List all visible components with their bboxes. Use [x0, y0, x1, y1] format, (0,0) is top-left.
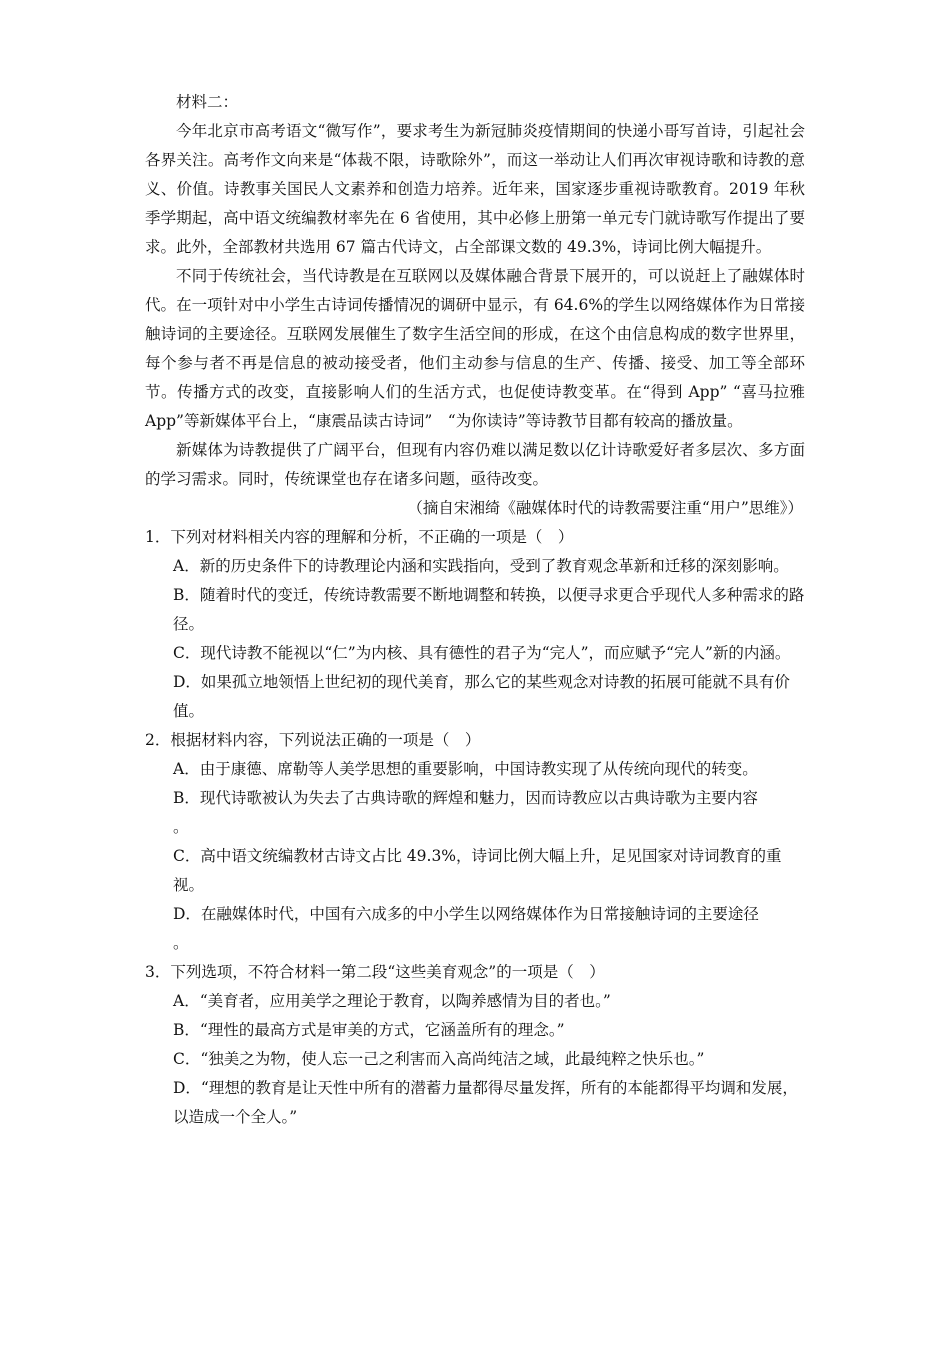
- option-b[interactable]: B．“理性的最高方式是审美的方式，它涵盖所有的理念。”: [173, 1021, 565, 1039]
- option-d[interactable]: D．“理想的教育是让天性中所有的潜蓄力量都得尽量发挥，所有的本能都得平均调和发展，以造成一个全人。”: [173, 1079, 798, 1126]
- material-two: [145, 88, 805, 523]
- trailing-period: 。: [173, 818, 189, 836]
- question-1: [145, 523, 805, 726]
- option-b[interactable]: [145, 784, 805, 842]
- option-c[interactable]: C．高中语文统编教材古诗文占比 49.3%，诗词比例大幅上升，足见国家对诗词教育的重视。: [173, 847, 782, 894]
- question-3: [145, 958, 805, 1132]
- trailing-period: 。: [173, 934, 189, 952]
- material-paragraph: 不同于传统社会，当代诗教是在互联网以及媒体融合背景下展开的，可以说赶上了融媒体时代。在一项针对中小学生古诗词传播情况的调研中显示，有 64.6%的学生以网络媒体作为日常接触诗词的主要途径。互联网发展催生了数字生活空间的形成，在这个由信息构成的数字世界里，每个参与者不再是信息的被动接受者，他们主动参与信息的生产、传播、接受、加工等全部环节。传播方式的改变，直接影响人们的生活方式，也促使诗教变革。在“得到 App” “喜马拉雅 App”等新媒体平台上，“康震品读古诗词” “为你读诗”等诗教节目都有较高的播放量。: [145, 267, 805, 430]
- material-source: （摘自宋湘绮《融媒体时代的诗教需要注重“用户”思维》）: [407, 499, 803, 517]
- option-a[interactable]: A．由于康德、席勒等人美学思想的重要影响，中国诗教实现了从传统向现代的转变。: [173, 760, 758, 778]
- option-d[interactable]: [145, 900, 805, 958]
- exam-page: [145, 88, 805, 1132]
- option-d[interactable]: D．如果孤立地领悟上世纪初的现代美育，那么它的某些观念对诗教的拓展可能就不具有价值。: [173, 673, 790, 720]
- question-stem: 2．根据材料内容，下列说法正确的一项是（ ）: [145, 731, 481, 749]
- option-a[interactable]: A．“美育者，应用美学之理论于教育，以陶养感情为目的者也。”: [173, 992, 611, 1010]
- material-paragraph: 今年北京市高考语文“微写作”，要求考生为新冠肺炎疫情期间的快递小哥写首诗，引起社会各界关注。高考作文向来是“体裁不限，诗歌除外”，而这一举动让人们再次审视诗歌和诗教的意义、价值。诗教事关国民人文素养和创造力培养。近年来，国家逐步重视诗歌教育。2019 年秋季学期起，高中语文统编教材率先在 6 省使用，其中必修上册第一单元专门就诗歌写作提出了要求。此外，全部教材共选用 67 篇古代诗文，占全部课文数的 49.3%，诗词比例大幅提升。: [145, 122, 805, 256]
- option-text: D．在融媒体时代，中国有六成多的中小学生以网络媒体作为日常接触诗词的主要途径: [173, 905, 759, 923]
- question-stem: 1．下列对材料相关内容的理解和分析，不正确的一项是（ ）: [145, 528, 574, 546]
- option-a[interactable]: A．新的历史条件下的诗教理论内涵和实践指向，受到了教育观念革新和迁移的深刻影响。: [173, 557, 789, 575]
- material-paragraph: 新媒体为诗教提供了广阔平台，但现有内容仍难以满足数以亿计诗歌爱好者多层次、多方面的学习需求。同时，传统课堂也存在诸多问题，亟待改变。: [145, 441, 805, 488]
- option-c[interactable]: C．现代诗教不能视以“仁”为内核、具有德性的君子为“完人”，而应赋予“完人”新的内涵。: [173, 644, 791, 662]
- option-text: B．现代诗歌被认为失去了古典诗歌的辉煌和魅力，因而诗教应以古典诗歌为主要内容: [173, 789, 758, 807]
- option-c[interactable]: C．“独美之为物，使人忘一己之利害而入高尚纯洁之域，此最纯粹之快乐也。”: [173, 1050, 705, 1068]
- question-2: [145, 726, 805, 958]
- question-stem: 3．下列选项，不符合材料一第二段“这些美育观念”的一项是（ ）: [145, 963, 605, 981]
- option-b[interactable]: B．随着时代的变迁，传统诗教需要不断地调整和转换，以便寻求更合乎现代人多种需求的路径。: [173, 586, 805, 633]
- material-heading: 材料二：: [176, 93, 239, 111]
